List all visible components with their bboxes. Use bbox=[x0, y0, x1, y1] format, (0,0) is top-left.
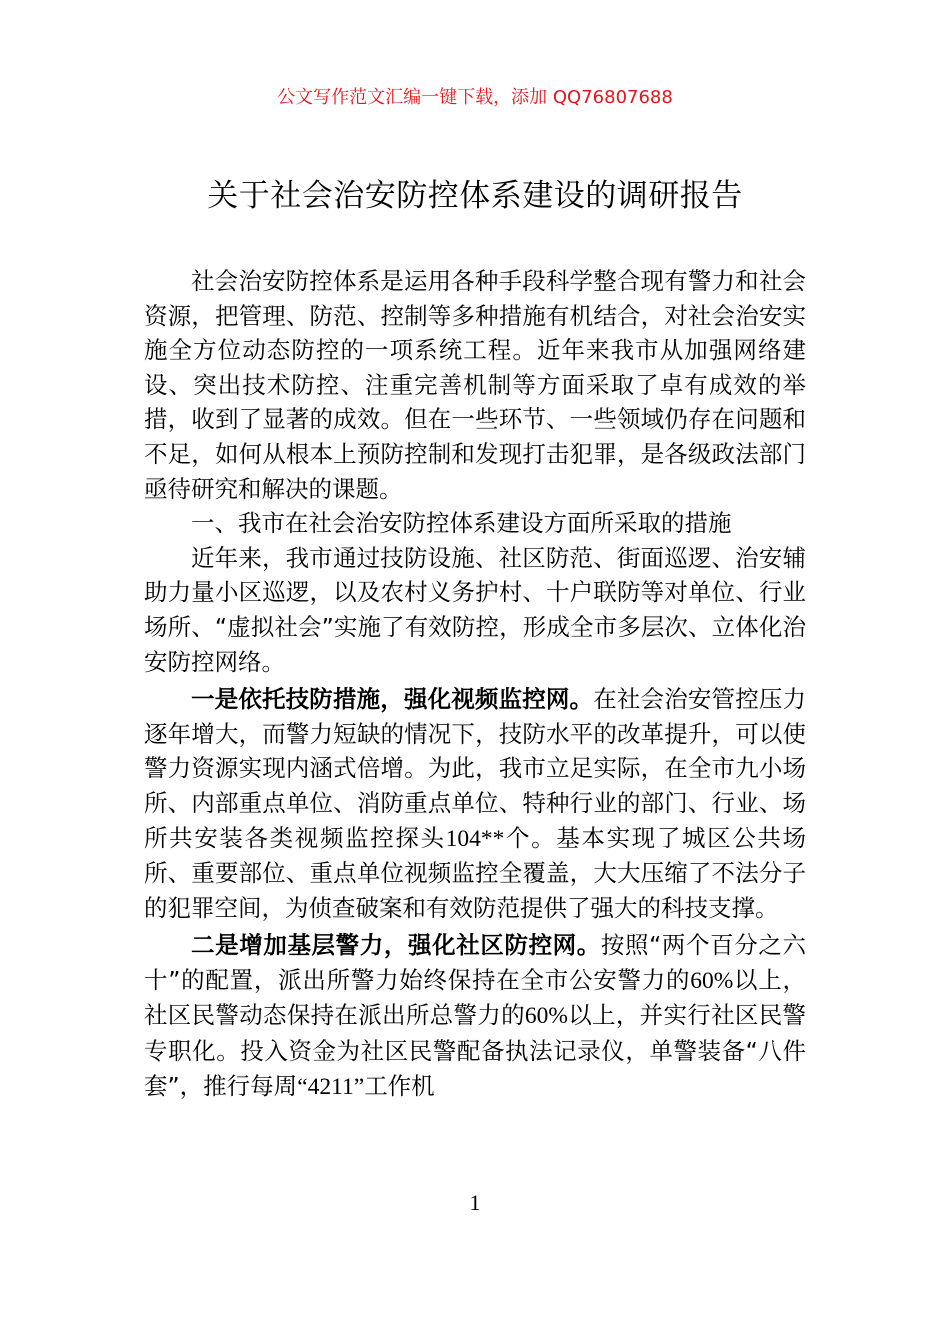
point-two-lead: 二是增加基层警力，强化社区防控网。 bbox=[191, 931, 601, 960]
police-percentage: 60% bbox=[690, 967, 734, 994]
point-two-text-a: 按照“两个百分之六十”的配置，派出所警力始终保持在全市公安警力的 bbox=[144, 931, 806, 994]
document-title: 关于社会治安防控体系建设的调研报告 bbox=[207, 178, 743, 214]
point-one-text-a: 在社会治安管控压力逐年增大，而警力短缺的情况下，技防水平的改革提升，可以使警力资源实现内涵式倍增。为此，我市立足实际，在全市九小场所、内部重点单位、消防重点单位、特种行业的部门、行业、场所共安装各类视频监控探头 bbox=[144, 685, 807, 852]
promo-banner: 公文写作范文汇编一键下载，添加 QQ76807688 bbox=[277, 87, 673, 108]
section-heading: 一、我市在社会治安防控体系建设方面所采取的措施 bbox=[191, 509, 732, 538]
work-mechanism-code: “4211” bbox=[297, 1073, 365, 1100]
document-body bbox=[144, 264, 806, 1104]
point-two-text-b: 以上，社区民警动态保持在派出所总警力的 bbox=[144, 965, 807, 1030]
point-one-text-b: 个。基本实现了城区公共场所、重要部位、重点单位视频监控全覆盖，大大压缩了不法分子的犯罪空间，为侦查破案和有效防范提供了强大的科技支撑。 bbox=[144, 823, 806, 922]
camera-count: 104** bbox=[445, 825, 505, 852]
point-one-lead: 一是依托技防措施，强化视频监控网。 bbox=[191, 685, 594, 714]
section-intro-paragraph: 近年来，我市通过技防设施、社区防范、街面巡逻、治安辅助力量小区巡逻，以及农村义务护村、十户联防等对单位、行业场所、“虚拟社会”实施了有效防控，形成全市多层次、立体化治安防控网络。 bbox=[144, 543, 806, 676]
community-police-percentage: 60% bbox=[524, 1003, 568, 1030]
page-number: 1 bbox=[469, 1190, 481, 1215]
point-one-paragraph bbox=[144, 682, 806, 925]
point-two-paragraph bbox=[144, 928, 806, 1104]
point-two-text-d: 工作机 bbox=[364, 1071, 435, 1100]
point-two-text-c: 以上，并实行社区民警专职化。投入资金为社区民警配备执法记录仪，单警装备“八件套”，推行每周 bbox=[144, 1001, 806, 1100]
intro-paragraph: 社会治安防控体系是运用各种手段科学整合现有警力和社会资源，把管理、防范、控制等多种措施有机结合，对社会治安实施全方位动态防控的一项系统工程。近年来我市从加强网络建设、突出技术防控、注重完善机制等方面采取了卓有成效的举措，收到了显著的成效。但在一些环节、一些领域仍存在问题和不足，如何从根本上预防控制和发现打击犯罪，是各级政法部门亟待研究和解决的课题。 bbox=[144, 267, 806, 503]
